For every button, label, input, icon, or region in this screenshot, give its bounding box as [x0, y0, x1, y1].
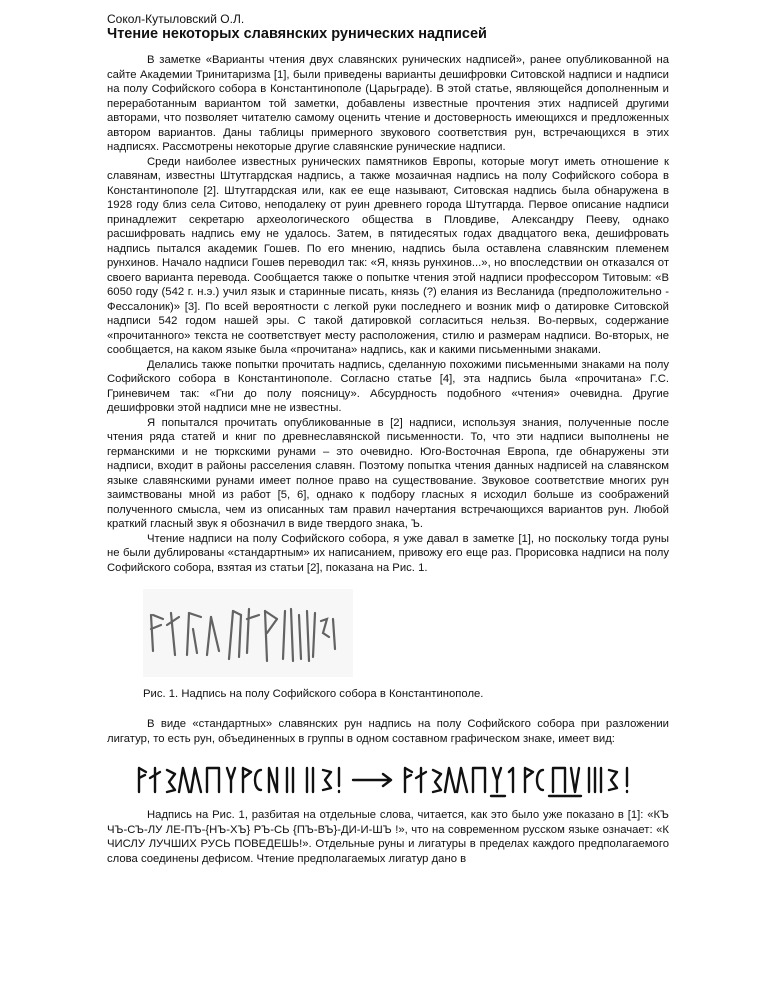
paragraph-2: Среди наиболее известных рунических памятников Европы, которые могут иметь отношение к славянам, известны Штутгардская надпись, а также мозаичная надпись на полу Софийского собора в Константинополе [2]. Штутгардская или, как ее еще называют, Ситовская надпись была обнаружена в 1928 году близ села Ситово, неподалеку от руин древнего города Штутгарда. Первое описание надписи принадлежит секретарю археологического общества в Пловдиве, Александру Пееву, однако расшифровать надпись ему не удалось. Затем, в пятидесятых годах двадцатого века, дешифровать надпись пытался академик Гошев. По его мнению, надпись была оставлена славянским племенем рунхинов. Начало надписи Гошев переводил так: «Я, князь рунхинов...», но впоследствии он отказался от своего варианта перевода. Сообщается также о попытке чтения этой надписи профессором Титовым: «В 6050 году (542 г. н.э.) учил язык и старинные писать, князь (?) елания из Весланида (предположительно - Фессалоник)» [3]. По всей вероятности с легкой руки последнего и возник миф о датировке Ситовской надписи 542 годом нашей эры. С такой датировкой согласиться нельзя. Во-первых, содержание «прочитанного» текста не соответствует месту расположения, стилю и размерам надписи. Во-вторых, не сообщается, на каком языке была «прочитана» надпись, как и какими письменными знаками.: [107, 155, 669, 356]
paragraph-5: Чтение надписи на полу Софийского собора, я уже давал в заметке [1], но поскольку тогда руны не были дублированы «стандартным» их написанием, привожу его еще раз. Прорисовка надписи на полу Софийского собора, взятая из статьи [2], показана на Рис. 1.: [107, 532, 669, 574]
arrow-right-icon: [353, 774, 391, 786]
rune-inscription-drawing: [143, 589, 353, 677]
rune-inscription-figure: [143, 589, 353, 677]
figure-caption: Рис. 1. Надпись на полу Софийского собора в Константинополе.: [143, 688, 484, 700]
author-line: Сокол-Кутыловский О.Л.: [107, 12, 245, 26]
paragraph-reading: Надпись на Рис. 1, разбитая на отдельные слова, читается, как это было уже показано в [1]: «КЪ ЧЪ-СЪ-ЛУ ЛЕ-ПЪ-{НЪ-ХЪ} РЪ-СЬ {ПЪ-ВЪ}-ДИ-И-ШЪ !», что на современном русском языке означает: «К ЧИСЛУ ЛУЧШИХ РУСЬ ПОВЕДЕШЬ!». Отдельные руны и лигатуры в пределах каждого предполагаемого слова соединены дефисом. Чтение предполагаемых лигатур дано в: [107, 809, 669, 865]
paragraph-1: В заметке «Варианты чтения двух славянских рунических надписей», ранее опубликованной на сайте Академии Тринитаризма [1], были приведены варианты дешифровки Ситовской надписи и надписи на полу Софийского собора в Константинополе (Царьграде). В этой статье, являющейся дополненным и переработанным вариантом той заметки, добавлены известные прочтения этих надписей другими авторами, что позволяет читателю самому оценить чтение и достоверность имеющихся и предложенных автором вариантов. Даны таблицы примерного звукового соответствия рун, встречающихся в этих надписях. Рассмотрены некоторые другие славянские рунические надписи.: [107, 54, 669, 153]
standard-runes-line: [133, 760, 653, 800]
document-page: [107, 12, 669, 866]
article-title: Чтение некоторых славянских рунических надписей: [107, 26, 487, 42]
paragraph-4: Я попытался прочитать опубликованные в [2] надписи, используя знания, полученные после чтения ряда статей и книг по древнеславянской письменности. То, что эти надписи выполнены не германскими и не тюркскими рунами – это очевидно. Юго-Восточная Европа, где обнаружены эти надписи, входит в районы расселения славян. Поэтому попытка чтения данных надписей на славянском языке славянскими рунами имеет полное право на существование. Звуковое соответствие многих рун заимствованы мной из работ [5, 6], однако к подбору гласных я исходил больше из соображений полученного смысла, чем из описанных там правил начертания встречающихся вариантов рун. Любой краткий гласный звук я обозначил в виде твердого знака, Ъ.: [107, 416, 669, 530]
paragraph-3: Делались также попытки прочитать надпись, сделанную похожими письменными знаками на полу Софийского собора в Константинополе. Согласно статье [4], эта надпись была «прочитана» Г.С. Гриневичем так: «Гни до полу поясницу». Абсурдность подобного «чтения» очевидна. Другие дешифровки этой надписи мне не известны.: [107, 358, 669, 414]
spacer: [107, 701, 669, 717]
standard-runes-drawing: [133, 760, 653, 800]
paragraph-after-figure: В виде «стандартных» славянских рун надпись на полу Софийского собора при разложении лигатур, то есть рун, объединенных в группы в одном составном графическом знаке, имеет вид:: [107, 718, 669, 745]
